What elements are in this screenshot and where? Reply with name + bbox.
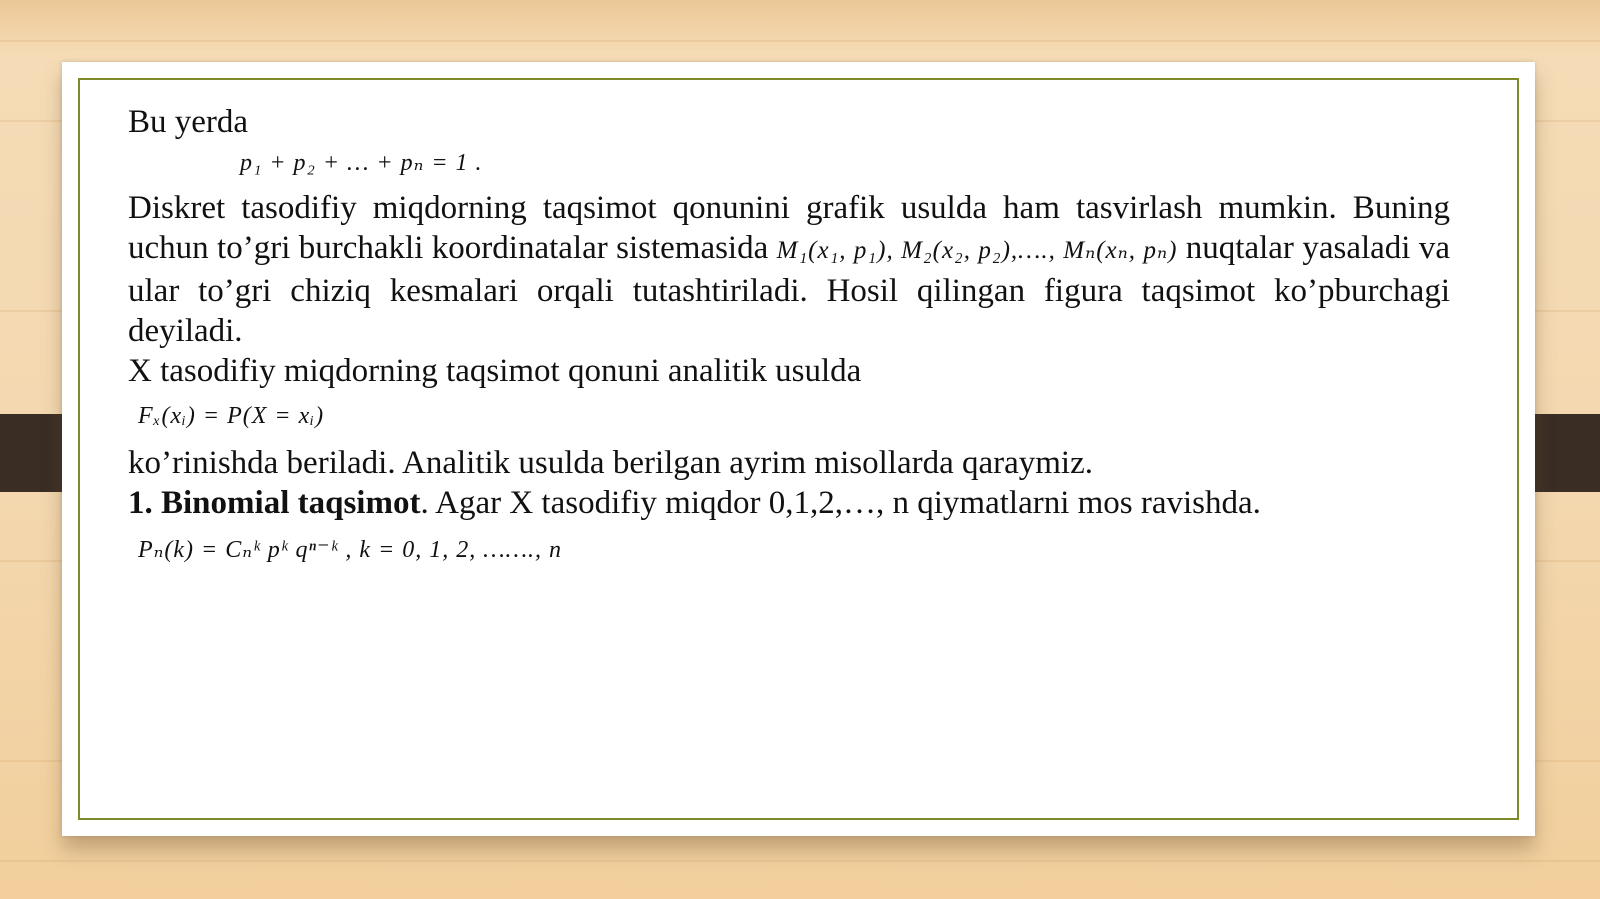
slide-frame	[78, 78, 1519, 820]
paragraph-analytic: X tasodifiy miqdorning taqsimot qonuni analitik usulda	[128, 353, 862, 389]
binomial-title: 1. Binomial taqsimot	[128, 485, 421, 521]
formula-binomial: Pₙ(k) = Cₙᵏ pᵏ qⁿ⁻ᵏ , k = 0, 1, 2, ……., n	[138, 537, 562, 563]
formula-sum: p₁ + p₂ + … + pₙ = 1 .	[240, 150, 483, 176]
binomial-text: . Agar X tasodifiy miqdor 0,1,2,…, n qiymatlarni mos ravishda.	[420, 485, 1261, 521]
slide	[62, 62, 1535, 836]
formula-analytic: Fₓ(xᵢ) = P(X = xᵢ)	[138, 403, 325, 429]
paragraph-graphical-text-2: nuqtalar yasaladi va ular to’gri chiziq kesmalari orqali tutashtiriladi. Hosil qilingan figura taqsimot ko’pburchagi deyiladi.	[128, 230, 1450, 349]
paragraph-binomial	[128, 483, 1450, 523]
paragraph-graphical-text-1: Diskret tasodifiy miqdorning taqsimot qonunini grafik usulda ham tasvirlash mumkin. Buning uchun to’gri burchakli koordinatalar sistemasida	[128, 190, 1450, 266]
paragraph-examples: ko’rinishda beriladi. Analitik usulda berilgan ayrim misollarda qaraymiz.	[128, 445, 1093, 481]
slide-content	[128, 102, 1450, 567]
paragraph-graphical	[128, 188, 1450, 351]
points-formula: M₁(x₁, p₁), M₂(x₂, p₂),…., Mₙ(xₙ, pₙ)	[776, 237, 1178, 264]
heading-line: Bu yerda	[128, 104, 249, 140]
